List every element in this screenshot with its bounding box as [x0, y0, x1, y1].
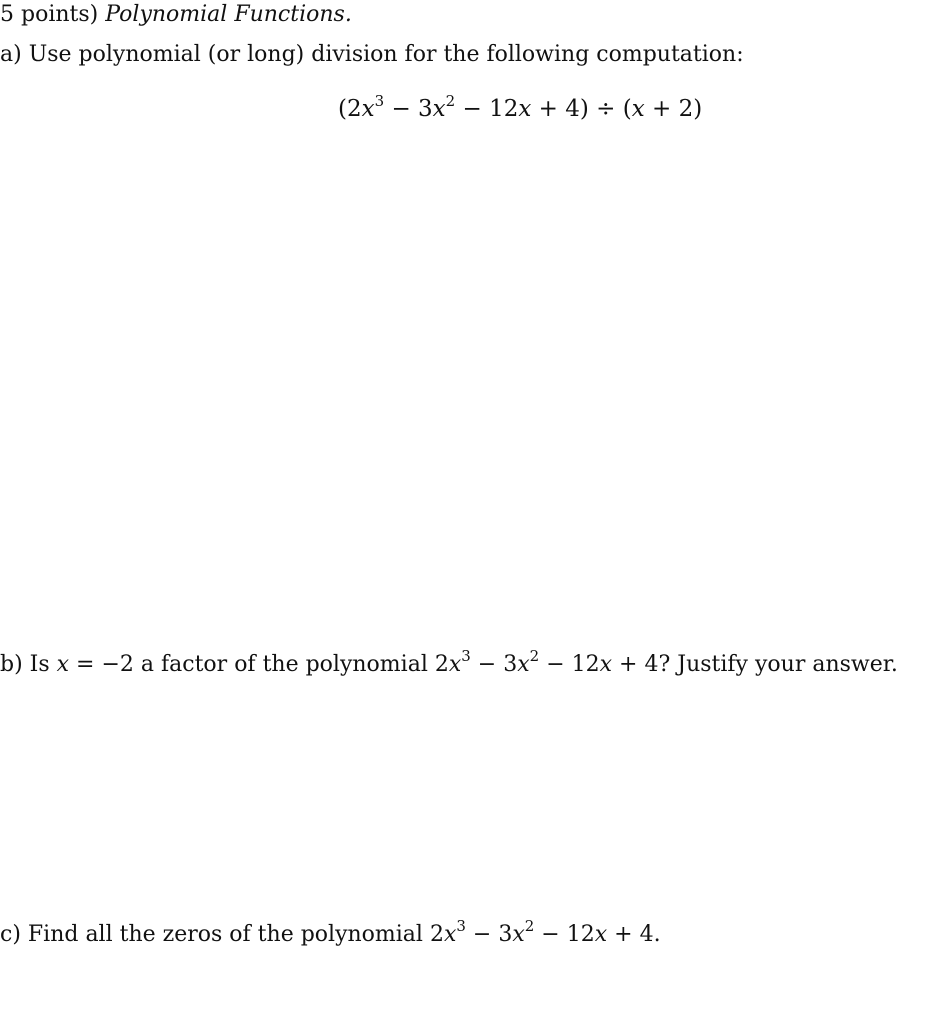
eq-term: − 12 [455, 96, 519, 122]
part-b-prompt [0, 647, 898, 679]
eq-var: x [432, 96, 446, 122]
text-run: c) Find all the zeros of the polynomial 2 [0, 922, 444, 947]
text-run: − 12 [534, 922, 595, 947]
math-exponent: 3 [461, 647, 471, 665]
text-run: − 3 [470, 652, 518, 677]
text-run: b) Is [0, 652, 57, 677]
text-run: − 12 [539, 652, 600, 677]
eq-term: (2 [338, 96, 362, 122]
eq-var: x [361, 96, 375, 122]
math-var: x [448, 652, 462, 677]
math-exponent: 3 [456, 917, 466, 935]
eq-term: + 2) [644, 96, 703, 122]
text-run: + 4. [607, 922, 661, 947]
math-var: x [594, 922, 608, 947]
math-var: x [512, 922, 525, 947]
eq-term: − 3 [384, 96, 433, 122]
eq-var: x [631, 96, 645, 122]
division-equation [338, 92, 703, 123]
math-exponent: 2 [524, 917, 535, 935]
math-var: x [443, 922, 457, 947]
math-var: x [517, 652, 530, 677]
text-run: = −2 a factor of the polynomial 2 [69, 652, 449, 677]
part-a-prompt: a) Use polynomial (or long) division for the following computation: [0, 42, 744, 67]
text-run: − 3 [465, 922, 513, 947]
math-var: x [56, 652, 70, 677]
points-label: 5 points) [0, 2, 99, 27]
text-run: + 4? Justify your answer. [612, 652, 898, 677]
question-title: Polynomial Functions. [105, 2, 352, 27]
math-exponent: 2 [529, 647, 540, 665]
eq-var: x [518, 96, 532, 122]
math-var: x [599, 652, 613, 677]
eq-exponent: 2 [445, 92, 456, 110]
eq-term: + 4) ÷ ( [531, 96, 632, 122]
question-header [0, 1, 352, 29]
eq-exponent: 3 [374, 92, 385, 110]
part-c-prompt [0, 917, 661, 949]
